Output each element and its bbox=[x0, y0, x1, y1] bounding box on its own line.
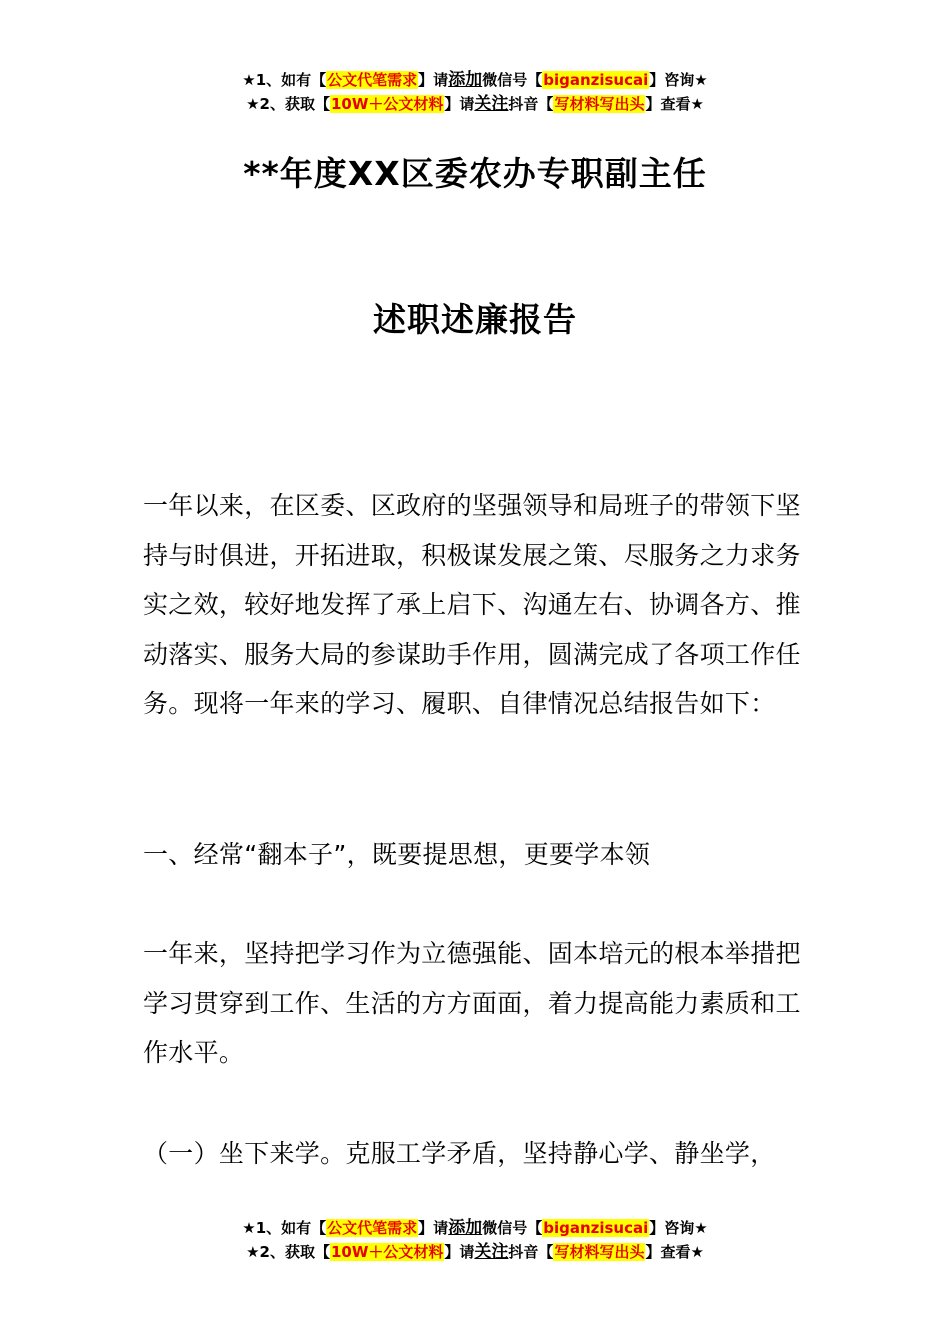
banner-text: 】请 bbox=[418, 1219, 449, 1237]
banner-underline: 关注 bbox=[474, 94, 509, 114]
banner-line-1 bbox=[0, 68, 950, 92]
banner-text: 】请 bbox=[444, 1243, 475, 1261]
document-title-line-1: **年度XX区委农办专职副主任 bbox=[243, 154, 707, 193]
banner-wechat-id: biganzisucai bbox=[543, 71, 649, 89]
banner-douyin-id: 写材料写出头 bbox=[554, 95, 645, 113]
footer-banner bbox=[0, 1216, 950, 1264]
banner-highlight: 10W＋公文材料 bbox=[330, 95, 444, 113]
header-banner bbox=[0, 68, 950, 116]
banner-text: 微信号【 bbox=[482, 71, 543, 89]
banner-text: 】查看★ bbox=[645, 95, 704, 113]
banner-highlight: 10W＋公文材料 bbox=[330, 1243, 444, 1261]
subsection-paragraph-1: （一）坐下来学。克服工学矛盾，坚持静心学、静坐学， bbox=[143, 1139, 776, 1168]
banner-line-2 bbox=[0, 92, 950, 116]
banner-text: 抖音【 bbox=[508, 95, 554, 113]
banner-text: ★1、如有【 bbox=[242, 1219, 327, 1237]
body-paragraph: 一年来，坚持把学习作为立德强能、固本培元的根本举措把学习贯穿到工作、生活的方方面面，着力提高能力素质和工作水平。 bbox=[143, 939, 801, 1067]
banner-underline: 添加 bbox=[448, 70, 483, 90]
banner-line-1 bbox=[0, 1216, 950, 1240]
banner-underline: 添加 bbox=[448, 1218, 483, 1238]
banner-highlight: 公文代笔需求 bbox=[327, 1219, 418, 1237]
document-title-line-2: 述职述廉报告 bbox=[373, 300, 577, 339]
section-heading-1: 一、经常“翻本子”，既要提思想，更要学本领 bbox=[143, 840, 651, 869]
banner-text: ★2、获取【 bbox=[246, 95, 330, 113]
banner-underline: 关注 bbox=[474, 1242, 509, 1262]
banner-text: 】查看★ bbox=[645, 1243, 704, 1261]
banner-wechat-id: biganzisucai bbox=[543, 1219, 649, 1237]
banner-text: ★1、如有【 bbox=[242, 71, 327, 89]
intro-paragraph: 一年以来，在区委、区政府的坚强领导和局班子的带领下坚持与时俱进，开拓进取，积极谋发展之策、尽服务之力求务实之效，较好地发挥了承上启下、沟通左右、协调各方、推动落实、服务大局的参谋助手作用，圆满完成了各项工作任务。现将一年来的学习、履职、自律情况总结报告如下： bbox=[143, 491, 801, 718]
banner-text: 微信号【 bbox=[482, 1219, 543, 1237]
banner-text: ★2、获取【 bbox=[246, 1243, 330, 1261]
banner-text: 】咨询★ bbox=[649, 1219, 708, 1237]
banner-douyin-id: 写材料写出头 bbox=[554, 1243, 645, 1261]
banner-line-2 bbox=[0, 1240, 950, 1264]
banner-highlight: 公文代笔需求 bbox=[327, 71, 418, 89]
banner-text: 】请 bbox=[444, 95, 475, 113]
banner-text: 】请 bbox=[418, 71, 449, 89]
banner-text: 抖音【 bbox=[508, 1243, 554, 1261]
banner-text: 】咨询★ bbox=[649, 71, 708, 89]
